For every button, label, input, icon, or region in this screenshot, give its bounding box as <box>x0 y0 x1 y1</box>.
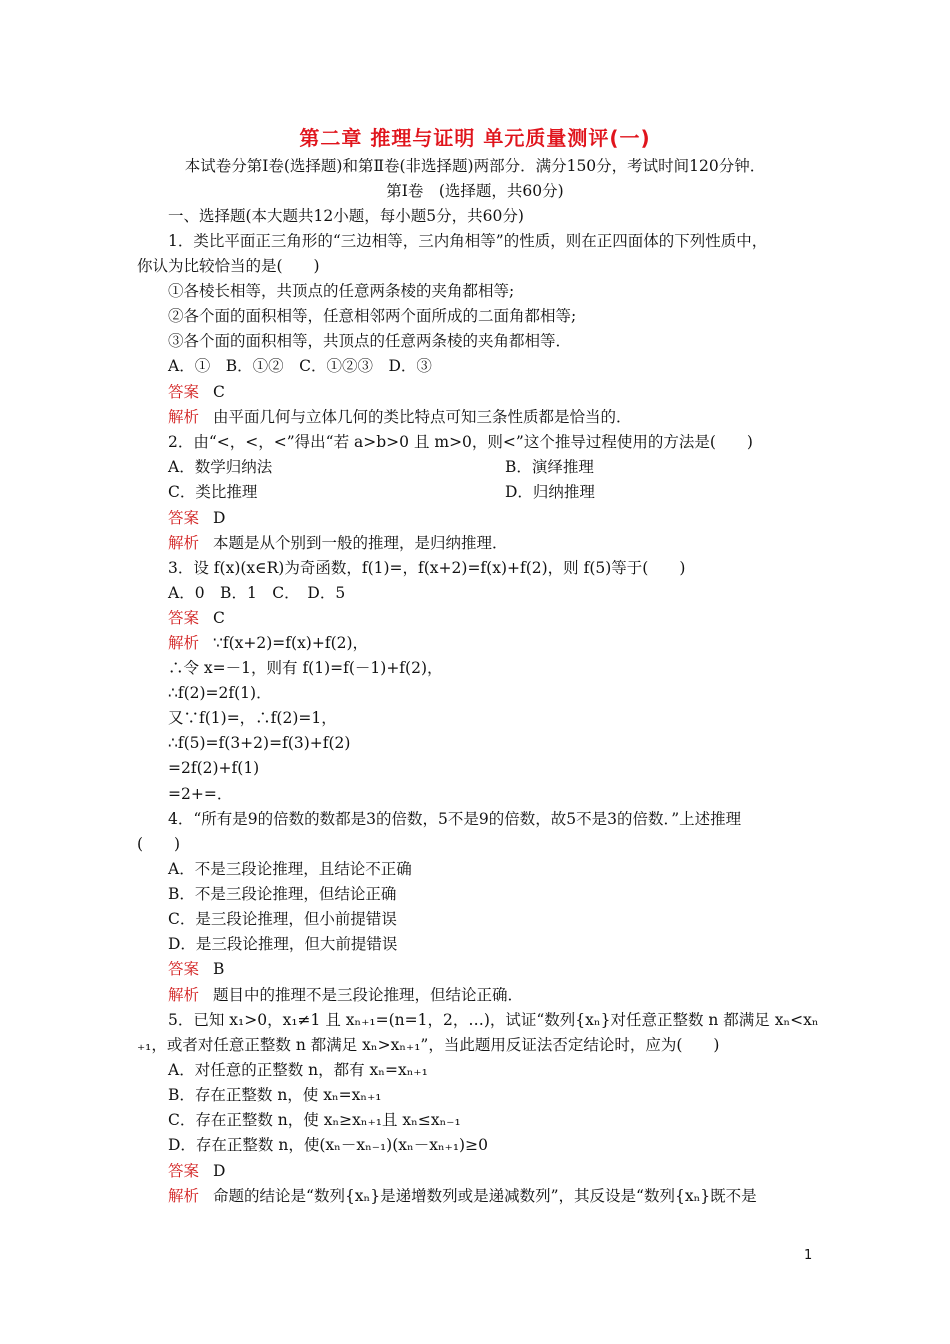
answer-value: B <box>213 960 225 978</box>
page-number: 1 <box>804 1248 813 1263</box>
q3-step-6: =2f(2)+f(1) <box>168 759 260 777</box>
q1-answer <box>168 382 225 402</box>
q2-option-a: A．数学归纳法 <box>168 458 273 476</box>
q2-option-c: C．类比推理 <box>168 483 258 501</box>
q1-options: A．① B．①② C．①②③ D．③ <box>168 357 432 375</box>
answer-label: 答案 <box>168 383 200 401</box>
q2-answer <box>168 508 225 528</box>
q5-stem: 5．已知 x₁>0，x₁≠1 且 xₙ₊₁=(n=1，2，…)，试证“数列{xₙ}对任意正整数 n 都满足 xₙ<xₙ <box>168 1011 819 1029</box>
answer-value: C <box>213 383 225 401</box>
q1-analysis <box>168 407 632 427</box>
q3-step-2: ∴令 x=－1，则有 f(1)=f(－1)+f(2)， <box>168 659 443 677</box>
q3-step-3: ∴f(2)=2f(1)． <box>168 684 272 702</box>
analysis-text: 题目中的推理不是三段论推理，但结论正确． <box>213 986 524 1004</box>
analysis-text: ∵f(x+2)=f(x)+f(2)， <box>213 634 369 652</box>
analysis-label: 解析 <box>168 1187 200 1205</box>
q1-stem: 1．类比平面正三角形的“三边相等，三内角相等”的性质，则在正四面体的下列性质中， <box>168 232 768 250</box>
part-heading: 第Ⅰ卷 (选择题，共60分) <box>386 182 564 200</box>
q1-item-2: ②各个面的面积相等，任意相邻两个面所成的二面角都相等; <box>168 307 577 325</box>
answer-label: 答案 <box>168 960 200 978</box>
q2-option-d: D．归纳推理 <box>505 483 595 501</box>
q1-item-3: ③各个面的面积相等，共顶点的任意两条棱的夹角都相等． <box>168 332 572 350</box>
analysis-text: 本题是从个别到一般的推理，是归纳推理． <box>213 534 508 552</box>
answer-label: 答案 <box>168 609 200 627</box>
q3-step-5: ∴f(5)=f(3+2)=f(3)+f(2) <box>168 734 351 752</box>
section-heading: 一、选择题(本大题共12小题，每小题5分，共60分) <box>168 207 524 225</box>
answer-value: D <box>213 509 226 527</box>
analysis-label: 解析 <box>168 408 200 426</box>
q5-option-c: C．存在正整数 n，使 xₙ≥xₙ₊₁且 xₙ≤xₙ₋₁ <box>168 1111 461 1129</box>
analysis-label: 解析 <box>168 634 200 652</box>
answer-label: 答案 <box>168 1162 200 1180</box>
q3-stem: 3．设 f(x)(x∈R)为奇函数，f(1)=，f(x+2)=f(x)+f(2)，则 f(5)等于( ) <box>168 559 686 577</box>
q4-stem-cont: ( ) <box>137 835 181 853</box>
q3-options: A．0 B．1 C． D．5 <box>168 584 346 602</box>
analysis-text: 命题的结论是“数列{xₙ}是递增数列或是递减数列”，其反设是“数列{xₙ}既不是 <box>213 1187 757 1205</box>
q4-stem: 4．“所有是9的倍数的数都是3的倍数，5不是9的倍数，故5不是3的倍数．”上述推理 <box>168 810 742 828</box>
analysis-label: 解析 <box>168 534 200 552</box>
analysis-label: 解析 <box>168 986 200 1004</box>
intro-text: 本试卷分第Ⅰ卷(选择题)和第Ⅱ卷(非选择题)两部分．满分150分，考试时间120分钟． <box>184 157 766 175</box>
q5-option-b: B．存在正整数 n，使 xₙ=xₙ₊₁ <box>168 1086 382 1104</box>
analysis-text: 由平面几何与立体几何的类比特点可知三条性质都是恰当的． <box>213 408 632 426</box>
q2-option-b: B．演绎推理 <box>505 458 594 476</box>
q5-analysis <box>168 1186 757 1206</box>
q5-option-a: A．对任意的正整数 n，都有 xₙ=xₙ₊₁ <box>168 1061 428 1079</box>
q1-stem-cont: 你认为比较恰当的是( ) <box>137 257 320 275</box>
answer-value: C <box>213 609 225 627</box>
q3-analysis <box>168 633 368 653</box>
q4-option-a: A．不是三段论推理，且结论不正确 <box>168 860 412 878</box>
q4-option-b: B．不是三段论推理，但结论正确 <box>168 885 397 903</box>
q3-step-7: =2+=． <box>168 785 233 803</box>
page-title: 第二章 推理与证明 单元质量测评(一) <box>299 126 651 150</box>
q5-answer <box>168 1161 225 1181</box>
q2-analysis <box>168 533 508 553</box>
q3-answer <box>168 608 225 628</box>
q4-analysis <box>168 985 523 1005</box>
q1-item-1: ①各棱长相等，共顶点的任意两条棱的夹角都相等; <box>168 282 515 300</box>
q2-stem: 2．由“<，<，<”得出“若 a>b>0 且 m>0，则<”这个推导过程使用的方法是( ) <box>168 433 753 451</box>
q4-option-d: D．是三段论推理，但大前提错误 <box>168 935 398 953</box>
q5-option-d: D．存在正整数 n，使(xₙ－xₙ₋₁)(xₙ－xₙ₊₁)≥0 <box>168 1136 488 1154</box>
q4-option-c: C．是三段论推理，但小前提错误 <box>168 910 397 928</box>
q3-step-4: 又∵f(1)=，∴f(2)=1， <box>168 709 337 727</box>
q4-answer <box>168 959 224 979</box>
answer-value: D <box>213 1162 226 1180</box>
q5-stem-cont: ₊₁，或者对任意正整数 n 都满足 xₙ>xₙ₊₁”，当此题用反证法否定结论时，应为( ) <box>137 1036 720 1054</box>
answer-label: 答案 <box>168 509 200 527</box>
